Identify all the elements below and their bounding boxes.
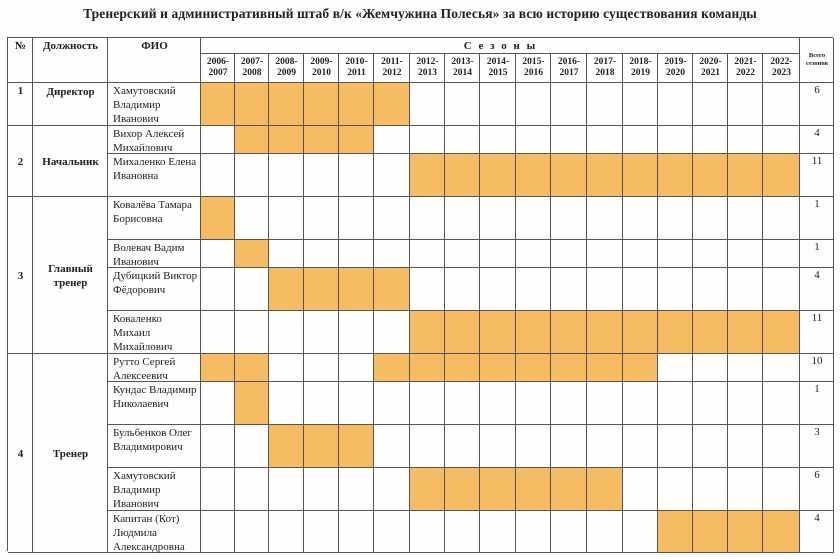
season-cell [201, 126, 235, 154]
season-cell [516, 126, 551, 154]
person-name: Дубицкий Виктор Фёдорович [113, 270, 198, 296]
season-cell [587, 511, 623, 553]
season-cell [587, 126, 623, 154]
season-cell [623, 83, 658, 126]
season-cell-active [587, 354, 623, 382]
season-cell [410, 126, 445, 154]
season-cell [658, 268, 693, 311]
season-cell [445, 425, 480, 468]
season-cell [658, 83, 693, 126]
season-cell [269, 240, 304, 268]
season-cell [480, 83, 516, 126]
season-cell [339, 468, 374, 511]
total-seasons: 6 [814, 84, 820, 96]
season-cell [693, 382, 728, 425]
season-cell [304, 382, 339, 425]
season-cell [480, 268, 516, 311]
season-cell-active [304, 83, 339, 126]
season-cell [551, 83, 587, 126]
season-cell [445, 197, 480, 240]
season-cell [480, 511, 516, 553]
season-cell-active [410, 154, 445, 197]
person-name: Волевач Вадим Иванович [113, 242, 185, 268]
season-cell [763, 354, 800, 382]
season-cell-active [551, 154, 587, 197]
season-cell [304, 311, 339, 354]
season-cell [763, 268, 800, 311]
season-cell [516, 240, 551, 268]
season-cell-active [763, 511, 800, 553]
season-cell-active [374, 354, 410, 382]
season-cell [235, 154, 269, 197]
season-cell-active [410, 311, 445, 354]
season-cell [339, 354, 374, 382]
season-cell [623, 240, 658, 268]
season-label: 2009- 2010 [310, 57, 333, 78]
season-cell [445, 268, 480, 311]
season-cell [445, 83, 480, 126]
season-cell [623, 511, 658, 553]
season-cell-active [551, 468, 587, 511]
season-cell [201, 240, 235, 268]
season-cell [587, 83, 623, 126]
total-seasons: 11 [811, 312, 823, 324]
season-label: 2014- 2015 [486, 57, 510, 78]
season-cell [304, 197, 339, 240]
season-cell [304, 240, 339, 268]
season-cell-active [201, 197, 235, 240]
header-position: Должность [42, 40, 98, 52]
season-cell-active [587, 468, 623, 511]
season-cell [763, 425, 800, 468]
season-cell [445, 126, 480, 154]
season-cell [551, 382, 587, 425]
season-cell [374, 425, 410, 468]
season-cell-active [587, 311, 623, 354]
season-cell [235, 468, 269, 511]
season-cell [763, 126, 800, 154]
season-cell [658, 240, 693, 268]
total-seasons: 1 [814, 383, 820, 395]
season-cell [516, 268, 551, 311]
season-cell [201, 154, 235, 197]
season-cell [623, 268, 658, 311]
season-cell [728, 126, 763, 154]
season-cell-active [623, 311, 658, 354]
season-cell-active [623, 154, 658, 197]
group-role: Директор [46, 86, 95, 98]
season-cell [269, 382, 304, 425]
season-cell [516, 511, 551, 553]
season-cell [410, 511, 445, 553]
season-cell [763, 382, 800, 425]
season-cell [658, 197, 693, 240]
person-name: Михаленко Елена Ивановна [113, 156, 197, 182]
person-name: Вихор Алексей Михайлович [113, 128, 185, 154]
season-cell [269, 154, 304, 197]
season-cell-active [658, 511, 693, 553]
season-cell [374, 154, 410, 197]
season-cell [728, 197, 763, 240]
season-cell-active [623, 354, 658, 382]
season-cell-active [480, 468, 516, 511]
season-cell [623, 197, 658, 240]
season-label: 2020- 2021 [699, 57, 722, 78]
season-cell [374, 240, 410, 268]
person-name: Хамутовский Владимир Иванович [113, 85, 176, 125]
season-cell [728, 382, 763, 425]
season-cell [658, 468, 693, 511]
season-cell-active [269, 126, 304, 154]
total-seasons: 3 [814, 426, 820, 438]
season-cell [374, 511, 410, 553]
season-label: 2015- 2016 [522, 57, 545, 78]
season-cell-active [201, 83, 235, 126]
season-cell-active [693, 311, 728, 354]
staff-table [7, 37, 833, 551]
season-cell [374, 311, 410, 354]
season-label: 2008- 2009 [275, 57, 298, 78]
season-cell [304, 468, 339, 511]
season-cell [339, 511, 374, 553]
group-number: 1 [17, 85, 24, 97]
season-label: 2017- 2018 [593, 57, 617, 78]
person-name: Коваленко Михаил Михайлович [113, 313, 173, 353]
season-cell [728, 240, 763, 268]
season-cell [763, 240, 800, 268]
season-cell [445, 240, 480, 268]
season-cell [339, 197, 374, 240]
season-cell-active [235, 83, 269, 126]
season-cell [516, 382, 551, 425]
season-cell-active [728, 311, 763, 354]
season-cell [551, 240, 587, 268]
season-cell [587, 268, 623, 311]
season-cell-active [304, 425, 339, 468]
season-label: 2021- 2022 [734, 57, 757, 78]
total-seasons: 1 [814, 241, 820, 253]
season-cell-active [693, 511, 728, 553]
group-role: Начальник [42, 155, 99, 168]
season-cell [623, 468, 658, 511]
season-cell [445, 511, 480, 553]
total-seasons: 4 [814, 127, 820, 139]
season-cell [728, 83, 763, 126]
header-fio: ФИО [141, 40, 168, 52]
total-seasons: 1 [814, 198, 820, 210]
season-cell [693, 425, 728, 468]
season-cell-active [693, 154, 728, 197]
season-cell [201, 382, 235, 425]
season-cell [551, 197, 587, 240]
season-cell [304, 154, 339, 197]
season-label: 2012- 2013 [416, 57, 439, 78]
season-cell [693, 268, 728, 311]
season-cell-active [445, 311, 480, 354]
season-cell-active [516, 468, 551, 511]
season-cell [410, 382, 445, 425]
season-cell-active [269, 83, 304, 126]
season-cell [587, 382, 623, 425]
season-cell-active [445, 154, 480, 197]
season-cell-active [763, 311, 800, 354]
season-cell [480, 240, 516, 268]
person-name: Бульбенков Олег Владимирович [113, 427, 192, 453]
season-cell [410, 425, 445, 468]
season-cell [339, 382, 374, 425]
season-cell [339, 240, 374, 268]
total-seasons: 11 [811, 155, 823, 167]
season-cell [304, 354, 339, 382]
season-cell [516, 83, 551, 126]
season-cell-active [269, 425, 304, 468]
season-label: 2007- 2008 [240, 57, 264, 78]
season-cell [623, 425, 658, 468]
season-cell-active [374, 83, 410, 126]
season-cell-active [763, 154, 800, 197]
season-cell [693, 126, 728, 154]
season-cell-active [235, 354, 269, 382]
season-cell [587, 425, 623, 468]
season-label: 2016- 2017 [557, 57, 581, 78]
season-cell [269, 197, 304, 240]
group-number: 3 [17, 269, 24, 282]
season-label: 2010- 2011 [345, 57, 368, 78]
season-cell [480, 382, 516, 425]
season-cell [201, 425, 235, 468]
season-cell [201, 468, 235, 511]
season-cell [339, 311, 374, 354]
person-name: Капитан (Кот) Людмила Александровна [113, 513, 185, 553]
season-label: 2022- 2023 [770, 57, 793, 78]
season-cell-active [235, 126, 269, 154]
season-cell [374, 468, 410, 511]
season-cell-active [551, 354, 587, 382]
season-cell [480, 425, 516, 468]
season-cell [587, 197, 623, 240]
total-seasons: 6 [814, 469, 820, 481]
season-cell [235, 197, 269, 240]
season-cell-active [658, 154, 693, 197]
season-cell [728, 468, 763, 511]
season-cell-active [410, 354, 445, 382]
season-cell [763, 468, 800, 511]
season-cell [410, 197, 445, 240]
season-cell [410, 268, 445, 311]
season-cell-active [269, 268, 304, 311]
person-name: Кундас Владимир Николаевич [113, 384, 197, 410]
season-cell [551, 268, 587, 311]
season-cell [623, 382, 658, 425]
season-cell-active [339, 126, 374, 154]
season-cell-active [658, 311, 693, 354]
season-cell-active [551, 311, 587, 354]
season-cell-active [587, 154, 623, 197]
season-cell [693, 240, 728, 268]
season-cell-active [339, 83, 374, 126]
season-cell [201, 268, 235, 311]
season-cell [763, 83, 800, 126]
season-cell [339, 154, 374, 197]
season-cell [693, 468, 728, 511]
total-seasons: 10 [811, 355, 823, 367]
season-cell [658, 126, 693, 154]
season-cell-active [445, 468, 480, 511]
season-cell [728, 268, 763, 311]
season-cell-active [480, 354, 516, 382]
group-number: 4 [17, 447, 24, 460]
header-seasons: С е з о н ы [463, 40, 538, 52]
season-cell [374, 126, 410, 154]
season-cell-active [304, 268, 339, 311]
season-cell [304, 511, 339, 553]
season-cell-active [516, 154, 551, 197]
season-label: 2013- 2014 [451, 57, 474, 78]
season-cell-active [235, 382, 269, 425]
season-cell-active [516, 311, 551, 354]
season-cell [235, 511, 269, 553]
season-cell-active [201, 354, 235, 382]
season-cell-active [304, 126, 339, 154]
season-cell-active [728, 511, 763, 553]
season-label: 2018- 2019 [629, 57, 652, 78]
season-cell [728, 425, 763, 468]
season-cell-active [480, 154, 516, 197]
season-cell [235, 425, 269, 468]
season-cell [658, 425, 693, 468]
season-cell [551, 511, 587, 553]
season-cell-active [410, 468, 445, 511]
person-name: Ковалёва Тамара Борисовна [113, 199, 192, 225]
total-seasons: 4 [814, 512, 820, 524]
season-cell [201, 311, 235, 354]
season-cell [623, 126, 658, 154]
season-cell [410, 240, 445, 268]
season-cell [374, 197, 410, 240]
season-cell [587, 240, 623, 268]
season-cell [693, 197, 728, 240]
season-cell-active [445, 354, 480, 382]
season-cell [201, 511, 235, 553]
season-cell [410, 83, 445, 126]
season-cell [516, 197, 551, 240]
season-cell-active [480, 311, 516, 354]
season-label: 2019- 2020 [664, 57, 687, 78]
season-cell [445, 382, 480, 425]
header-total: Всего сезонов [805, 52, 829, 67]
season-cell [480, 197, 516, 240]
person-name: Хамутовский Владимир Иванович [113, 470, 176, 510]
season-cell-active [339, 425, 374, 468]
season-cell [658, 354, 693, 382]
season-cell [693, 83, 728, 126]
season-cell-active [339, 268, 374, 311]
header-num: № [14, 40, 27, 52]
season-cell [374, 382, 410, 425]
season-cell [551, 425, 587, 468]
total-seasons: 4 [814, 269, 820, 281]
season-cell [551, 126, 587, 154]
group-role: Главный тренер [48, 262, 93, 289]
season-cell [269, 511, 304, 553]
season-cell-active [235, 240, 269, 268]
season-label: 2011- 2012 [381, 57, 403, 78]
group-number: 2 [17, 155, 24, 168]
season-cell [269, 354, 304, 382]
document-title: Тренерский и административный штаб в/к «Жемчужина Полесья» за всю историю существования команды [83, 6, 757, 21]
season-cell-active [728, 154, 763, 197]
season-cell [516, 425, 551, 468]
person-name: Рутто Сергей Алексеевич [113, 356, 176, 382]
season-cell [269, 468, 304, 511]
season-cell [269, 311, 304, 354]
season-cell [763, 197, 800, 240]
season-cell [235, 311, 269, 354]
season-cell [728, 354, 763, 382]
season-cell-active [516, 354, 551, 382]
season-cell [693, 354, 728, 382]
season-cell-active [374, 268, 410, 311]
season-cell [658, 382, 693, 425]
season-label: 2006- 2007 [206, 57, 230, 78]
group-role: Тренер [52, 447, 89, 460]
season-cell [235, 268, 269, 311]
season-cell [480, 126, 516, 154]
